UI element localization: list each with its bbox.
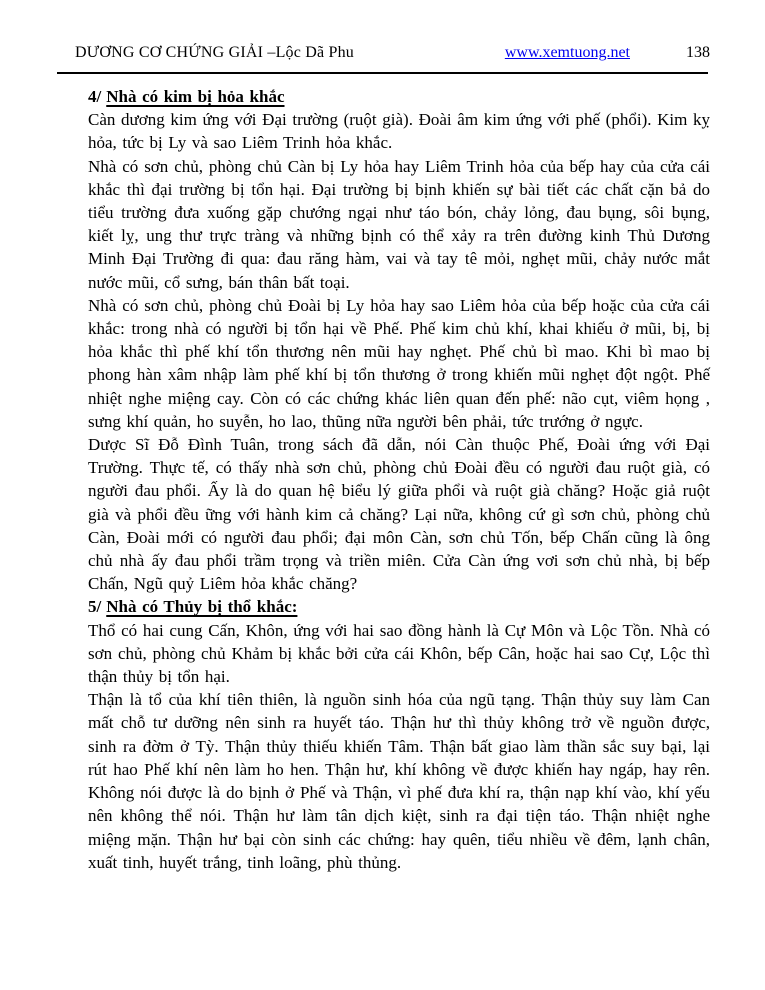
document-body xyxy=(88,85,710,874)
section-heading-5 xyxy=(88,595,710,618)
paragraph: Thận là tổ của khí tiên thiên, là nguồn sinh hóa của ngũ tạng. Thận thủy suy làm Can mất chỗ tư dưỡng nên sinh ra huyết táo. Thận hư thì thủy không trở về nguồn được, sinh ra đờm ở Tỳ. Thận thủy thiếu khiến Tâm. Thận bất giao làm thần sắc suy bại, lại rút hao Phế khí nên làm ho hen. Thận hư, khí không về được khiến hay ngáp, hay rên. Không nói được là do bịnh ở Phế và Thận, vì phế đưa khí ra, thận nạp khí vào, khí yếu nên không thể nói. Thận hư làm tân dịch kiệt, sinh ra đại tiện táo. Thận nhiệt nghe miệng mặn. Thận hư bại còn sinh các chứng: hay quên, tiểu nhiều về đêm, lạnh chân, xuất tinh, huyết trắng, tinh loãng, phù thủng. xyxy=(88,690,710,872)
heading-number: 5/ xyxy=(88,597,102,617)
heading-title: Nhà có kim bị hỏa khắc xyxy=(106,87,285,106)
paragraph: Càn dương kim ứng với Đại trường (ruột già). Đoài âm kim ứng với phế (phổi). Kim kỵ hỏa, tức bị Ly và sao Liêm Trinh hỏa khắc. xyxy=(88,110,710,153)
heading-title: Nhà có Thủy bị thổ khắc: xyxy=(106,597,298,617)
website-link[interactable]: www.xemtuong.net xyxy=(504,44,630,61)
paragraph: Nhà có sơn chủ, phòng chủ Càn bị Ly hỏa hay Liêm Trinh hỏa của bếp hay của cửa cái khắc thì đại trường bị tổn hại. Đại trường bị bịnh khiến sự bài tiết các chất cặn bả do tiểu trường đưa xuống gặp chướng ngại như táo bón, chảy lỏng, đau bụng, sôi bụng, kiết lỵ, ung thư trực tràng và những bịnh có thể xảy ra trên đường kinh Thủ Dương Minh Đại Trường đi qua: đau răng hàm, vai và tay tê mỏi, nghẹt mũi, chảy nước mắt nước mũi, cổ sưng, bán thân bất toại. xyxy=(88,156,710,292)
section-heading-4 xyxy=(88,85,710,108)
header-divider-rule xyxy=(57,72,708,74)
heading-number: 4/ xyxy=(88,87,102,106)
document-title: DƯƠNG CƠ CHỨNG GIẢI –Lộc Dã Phu xyxy=(75,44,355,61)
page-number: 138 xyxy=(686,44,710,61)
paragraph: Dược Sĩ Đỗ Đình Tuân, trong sách đã dẫn, nói Càn thuộc Phế, Đoài ứng với Đại Trường. Thực tế, có thấy nhà sơn chủ, phòng chủ Đoài đều có người đau ruột già, có người đau phổi. Ấy là do quan hệ biểu lý giữa phổi và ruột già chăng? Hoặc giả ruột già và phổi đều ững với hành kim cả chăng? Lại nữa, không cứ gì sơn chủ, phòng chủ Càn, Đoài mới có người đau phổi; đại môn Càn, sơn chủ Tốn, bếp Chấn cũng là ông chủ nhà ấy đau phổi trầm trọng và triền miên. Cửa Càn ứng vơi sơn chủ nhà, bị bếp Chấn, Ngũ quỷ Liêm hỏa khắc chăng? xyxy=(88,435,710,594)
paragraph: Nhà có sơn chủ, phòng chủ Đoài bị Ly hỏa hay sao Liêm hỏa của bếp hoặc của cửa cái khắc: trong nhà có người bị tổn hại về Phế. Phế kim chủ khí, khai khiếu ở mũi, bị, bị hỏa khắc thì phế khí tổn thương nên mũi hay nghẹt. Phế chủ bì mao. Khi bì mao bị phong hàn xâm nhập làm phế khí bị tổn thương ở trong khiến mũi nghẹt đột ngột. Phế nhiệt nghe miệng cay. Còn có các chứng khác liên quan đến phế: não cụt, viêm họng , sưng khí quản, ho suyễn, ho lao, thũng nữa người bên phải, tức trướng ở ngực. xyxy=(88,295,710,431)
paragraph: Thổ có hai cung Cấn, Khôn, ứng với hai sao đồng hành là Cự Môn và Lộc Tồn. Nhà có sơn chủ, phòng chủ Khảm bị khắc bởi cửa cái Khôn, bếp Cân, hoặc hai sao Cự, Lộc thì thận thủy bị tổn hại. xyxy=(88,620,710,687)
page-header xyxy=(75,44,710,62)
